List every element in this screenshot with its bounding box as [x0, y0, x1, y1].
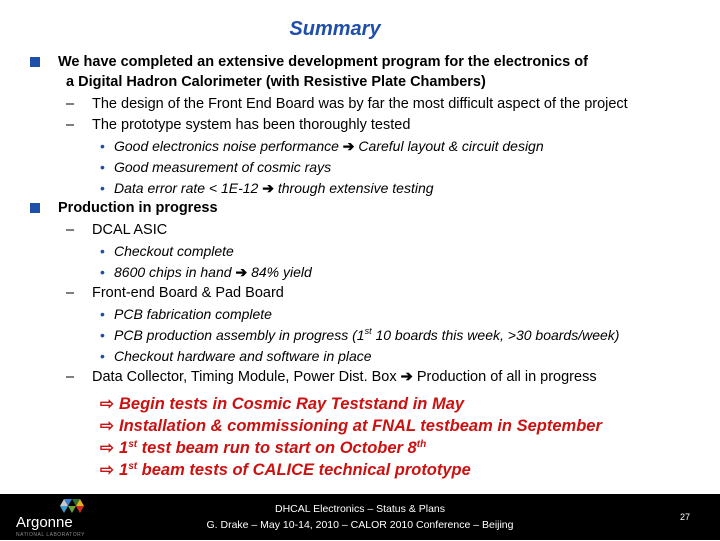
sub-sub-bullet: • PCB fabrication complete — [100, 306, 272, 322]
dot-bullet-icon: • — [100, 138, 105, 154]
dot-bullet-icon: • — [100, 243, 105, 259]
bullet-1-line-2: a Digital Hadron Calorimeter (with Resistive Plate Chambers) — [66, 74, 486, 90]
hollow-right-arrow-icon: ⇨ — [100, 395, 114, 413]
bullet-2: Production in progress — [58, 200, 218, 216]
sub-bullet: – Data Collector, Timing Module, Power Dist. Box ➔ Production of all in progress — [66, 369, 597, 385]
footer-subtitle: G. Drake – May 10-14, 2010 – CALOR 2010 Conference – Beijing — [206, 519, 514, 531]
sub-bullet: – Front-end Board & Pad Board — [66, 285, 284, 301]
right-arrow-icon: ➔ — [400, 369, 413, 385]
right-arrow-icon: ➔ — [342, 138, 355, 154]
footer-bar — [0, 494, 720, 540]
sub-sub-bullet: • Data error rate < 1E-12 ➔ through extensive testing — [100, 180, 434, 196]
dot-bullet-icon: • — [100, 348, 105, 364]
sub-bullet: – DCAL ASIC — [66, 222, 168, 238]
hollow-right-arrow-icon: ⇨ — [100, 417, 114, 435]
hollow-right-arrow-icon: ⇨ — [100, 461, 114, 479]
sub-bullet: – The prototype system has been thoroughly tested — [66, 117, 411, 133]
page-number: 27 — [680, 512, 691, 522]
logo-subtitle: NATIONAL LABORATORY — [16, 532, 85, 538]
dot-bullet-icon: • — [100, 327, 105, 343]
highlight-line: ⇨ 1st beam tests of CALICE technical prototype — [100, 461, 471, 479]
footer-title: DHCAL Electronics – Status & Plans — [274, 503, 445, 515]
sub-bullet: – The design of the Front End Board was by far the most difficult aspect of the project — [66, 96, 628, 112]
sub-sub-bullet: • Good electronics noise performance ➔ Careful layout & circuit design — [100, 138, 544, 154]
argonne-logo — [6, 498, 116, 536]
slide-title: Summary — [289, 18, 381, 40]
sub-sub-bullet: • PCB production assembly in progress (1st 10 boards this week, >30 boards/week) — [100, 326, 620, 343]
highlight-line: ⇨ Installation & commissioning at FNAL testbeam in September — [100, 417, 602, 435]
dot-bullet-icon: • — [100, 159, 105, 175]
logo-wordmark: Argonne — [16, 514, 73, 531]
highlight-line: ⇨ Begin tests in Cosmic Ray Teststand in May — [100, 395, 465, 413]
square-bullet-icon — [30, 203, 40, 213]
sub-sub-bullet: • Checkout complete — [100, 243, 234, 259]
sub-sub-bullet: • 8600 chips in hand ➔ 84% yield — [100, 264, 312, 280]
square-bullet-icon — [30, 57, 40, 67]
hollow-right-arrow-icon: ⇨ — [100, 439, 114, 457]
dot-bullet-icon: • — [100, 264, 105, 280]
highlight-line: ⇨ 1st test beam run to start on October 8th — [100, 439, 427, 457]
sub-sub-bullet: • Good measurement of cosmic rays — [100, 159, 332, 175]
sub-sub-bullet: • Checkout hardware and software in place — [100, 348, 372, 364]
dot-bullet-icon: • — [100, 306, 105, 322]
right-arrow-icon: ➔ — [235, 264, 248, 280]
dot-bullet-icon: • — [100, 180, 105, 196]
bullet-1-line-1: We have completed an extensive development program for the electronics of — [58, 54, 588, 70]
right-arrow-icon: ➔ — [262, 180, 274, 196]
